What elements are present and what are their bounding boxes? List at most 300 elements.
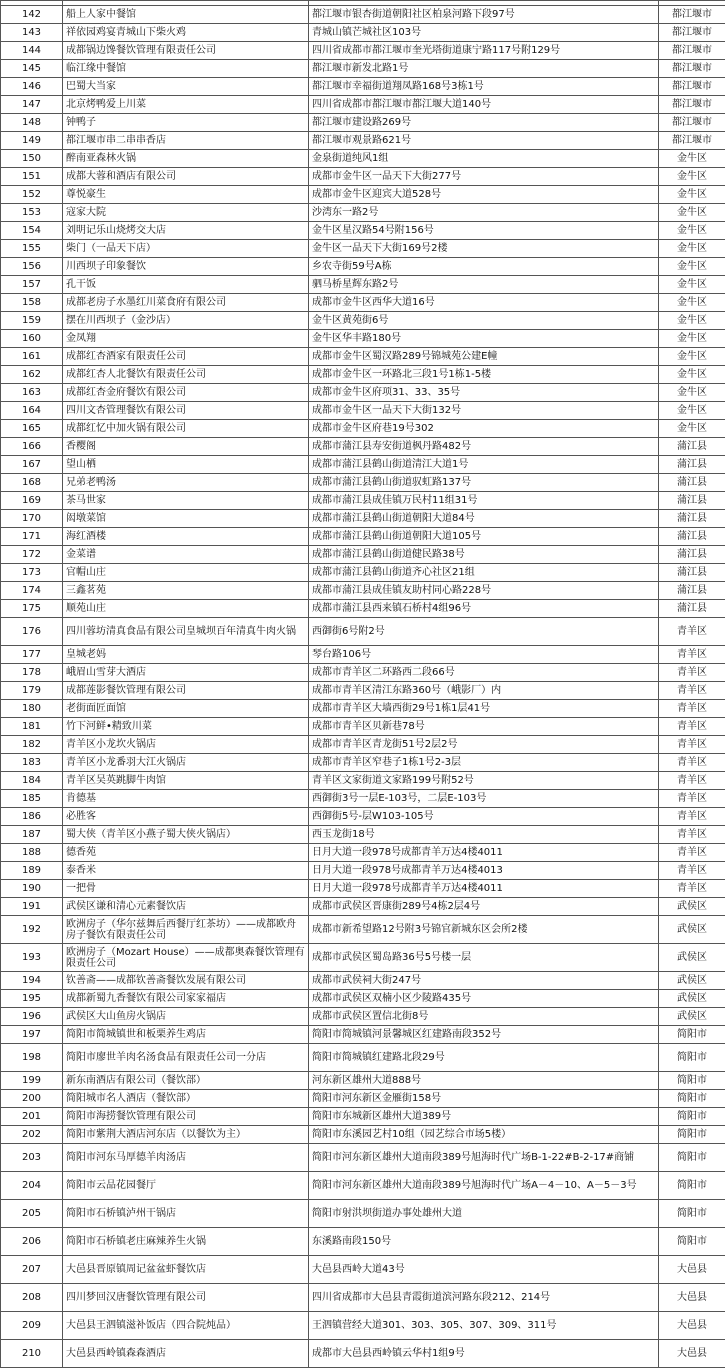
table-row: [1, 42, 725, 60]
restaurant-address: 简阳市简城镇河景馨城区红建路南段352号: [309, 1026, 659, 1044]
table-row: [1, 546, 725, 564]
restaurant-address: 日月大道一段978号成都青羊万达4楼4011: [309, 844, 659, 862]
table-row: [1, 420, 725, 438]
table-row: [1, 1008, 725, 1026]
district-name: 蒲江县: [659, 546, 725, 564]
district-name: 都江堰市: [659, 96, 725, 114]
row-number: 167: [1, 456, 63, 474]
restaurant-address: 成都市蒲江县鹤山街道清江大道1号: [309, 456, 659, 474]
row-number: 205: [1, 1200, 63, 1228]
table-row: [1, 240, 725, 258]
row-number: 192: [1, 916, 63, 944]
restaurant-address: 成都市金牛区蜀汉路289号锦城苑公建E幢: [309, 348, 659, 366]
table-row: [1, 754, 725, 772]
restaurant-name: 必胜客: [63, 808, 309, 826]
restaurant-address: 日月大道一段978号成都青羊万达4楼4013: [309, 862, 659, 880]
table-row: [1, 222, 725, 240]
restaurant-address: 成都市金牛区一品天下大街277号: [309, 168, 659, 186]
restaurant-name: 祥依园鸡宴青城山下柴火鸡: [63, 24, 309, 42]
restaurant-address: 驷马桥星辉东路2号: [309, 276, 659, 294]
row-number: 181: [1, 718, 63, 736]
row-number: 196: [1, 1008, 63, 1026]
table-row: [1, 474, 725, 492]
row-number: 179: [1, 682, 63, 700]
row-number: 168: [1, 474, 63, 492]
table-row: [1, 492, 725, 510]
table-row: [1, 736, 725, 754]
restaurant-name: 船上人家中餐馆: [63, 6, 309, 24]
restaurant-address: 沙湾东一路2号: [309, 204, 659, 222]
district-name: 金牛区: [659, 330, 725, 348]
restaurant-name: 钟鸭子: [63, 114, 309, 132]
restaurant-name: 临江缘中餐馆: [63, 60, 309, 78]
restaurant-name: 新东南酒店有限公司（餐饮部）: [63, 1072, 309, 1090]
restaurant-name: 成都莲影餐饮管理有限公司: [63, 682, 309, 700]
table-row: [1, 258, 725, 276]
table-row: [1, 96, 725, 114]
row-number: 158: [1, 294, 63, 312]
restaurant-name: 成都红杏金府餐饮有限公司: [63, 384, 309, 402]
district-name: 金牛区: [659, 348, 725, 366]
row-number: 191: [1, 898, 63, 916]
district-name: 武侯区: [659, 972, 725, 990]
row-number: 174: [1, 582, 63, 600]
row-number: 183: [1, 754, 63, 772]
table-row: [1, 132, 725, 150]
row-number: 172: [1, 546, 63, 564]
restaurant-name: 望山栖: [63, 456, 309, 474]
district-name: 蒲江县: [659, 456, 725, 474]
row-number: 155: [1, 240, 63, 258]
row-number: 209: [1, 1312, 63, 1340]
district-name: 金牛区: [659, 276, 725, 294]
restaurant-name: 泰香米: [63, 862, 309, 880]
restaurant-name: 简阳市紫荆大酒店河东店（以餐饮为主）: [63, 1126, 309, 1144]
district-name: 大邑县: [659, 1340, 725, 1368]
restaurant-name: 醉南亚森林火锅: [63, 150, 309, 168]
district-name: 金牛区: [659, 186, 725, 204]
restaurant-name: 一把骨: [63, 880, 309, 898]
restaurant-address: 成都市金牛区西华大道16号: [309, 294, 659, 312]
district-name: 简阳市: [659, 1026, 725, 1044]
restaurant-name: 蜀大侠（青羊区小燕子蜀大侠火锅店）: [63, 826, 309, 844]
table-row: [1, 348, 725, 366]
district-name: 武侯区: [659, 944, 725, 972]
restaurant-address: 都江堰市观景路621号: [309, 132, 659, 150]
row-number: 189: [1, 862, 63, 880]
district-name: 青羊区: [659, 618, 725, 646]
district-name: 蒲江县: [659, 600, 725, 618]
table-row: [1, 1312, 725, 1340]
district-name: 金牛区: [659, 204, 725, 222]
restaurant-address: 成都市蒲江县鹤山街道朝阳大道105号: [309, 528, 659, 546]
restaurant-name: 简阳市石桥镇老庄麻辣养生火锅: [63, 1228, 309, 1256]
row-number: 195: [1, 990, 63, 1008]
restaurant-name: 四川蓉坊清真食品有限公司皇城坝百年清真牛肉火锅: [63, 618, 309, 646]
row-number: 203: [1, 1144, 63, 1172]
restaurant-address: 王泗镇营经大道301、303、305、307、309、311号: [309, 1312, 659, 1340]
restaurant-name: 青羊区吴英跳脚牛肉馆: [63, 772, 309, 790]
district-name: 都江堰市: [659, 24, 725, 42]
restaurant-name: 尊悦豪生: [63, 186, 309, 204]
district-name: 金牛区: [659, 420, 725, 438]
restaurant-address: 简阳市东溪园艺村10组（园艺综合市场5楼）: [309, 1126, 659, 1144]
row-number: 188: [1, 844, 63, 862]
table-row: [1, 330, 725, 348]
restaurant-address: 东溪路南段150号: [309, 1228, 659, 1256]
restaurant-name: 简阳市简城镇世和板栗养生鸡店: [63, 1026, 309, 1044]
table-row: [1, 6, 725, 24]
row-number: 201: [1, 1108, 63, 1126]
row-number: 170: [1, 510, 63, 528]
restaurant-name: 成都大蓉和酒店有限公司: [63, 168, 309, 186]
row-number: 166: [1, 438, 63, 456]
table-row: [1, 826, 725, 844]
table-row: [1, 510, 725, 528]
table-row: [1, 78, 725, 96]
restaurant-name: 简阳市河东马厚德羊肉汤店: [63, 1144, 309, 1172]
restaurant-name: 老街面匠面馆: [63, 700, 309, 718]
row-number: 147: [1, 96, 63, 114]
restaurant-name: 简阳市石桥镇泸州干锅店: [63, 1200, 309, 1228]
restaurant-address: 都江堰市银杏街道朝阳社区柏泉河路下段97号: [309, 6, 659, 24]
row-number: 194: [1, 972, 63, 990]
table-row: [1, 790, 725, 808]
restaurant-address: 成都市青羊区窄巷子1栋1号2-3层: [309, 754, 659, 772]
table-row: [1, 972, 725, 990]
row-number: 148: [1, 114, 63, 132]
table-row: [1, 880, 725, 898]
restaurant-name: 柴门（一品天下店）: [63, 240, 309, 258]
table-row: [1, 990, 725, 1008]
row-number: 149: [1, 132, 63, 150]
table-row: [1, 1200, 725, 1228]
restaurant-address: 成都市金牛区府项31、33、35号: [309, 384, 659, 402]
restaurant-name: 简阳市廖世羊肉名汤食品有限责任公司一分店: [63, 1044, 309, 1072]
restaurant-name: 青羊区小龙番羽大江火锅店: [63, 754, 309, 772]
district-name: 金牛区: [659, 294, 725, 312]
restaurant-name: 竹下河鲜•精致川菜: [63, 718, 309, 736]
restaurant-name: 成都红杏人北餐饮有限责任公司: [63, 366, 309, 384]
restaurant-address: 成都市青羊区清江东路360号（峨影厂）内: [309, 682, 659, 700]
district-name: 简阳市: [659, 1200, 725, 1228]
table-row: [1, 276, 725, 294]
restaurant-name: 三鑫茗苑: [63, 582, 309, 600]
district-name: 都江堰市: [659, 132, 725, 150]
restaurant-address: 都江堰市幸福街道翔凤路168号3栋1号: [309, 78, 659, 96]
table-row: [1, 664, 725, 682]
table-row: [1, 1126, 725, 1144]
table-row: [1, 204, 725, 222]
table-row: [1, 844, 725, 862]
restaurant-name: 闳墩菜馆: [63, 510, 309, 528]
table-row: [1, 150, 725, 168]
row-number: 193: [1, 944, 63, 972]
restaurant-name: 大邑县晋原镇周记盆盆虾餐饮店: [63, 1256, 309, 1284]
row-number: 169: [1, 492, 63, 510]
district-name: 简阳市: [659, 1126, 725, 1144]
restaurant-address: 成都市青羊区贝新巷78号: [309, 718, 659, 736]
restaurant-name: 金菜谱: [63, 546, 309, 564]
restaurant-address: 成都市武侯区置信北街8号: [309, 1008, 659, 1026]
district-name: 大邑县: [659, 1256, 725, 1284]
row-number: 173: [1, 564, 63, 582]
row-number: 146: [1, 78, 63, 96]
district-name: 青羊区: [659, 682, 725, 700]
table-row: [1, 402, 725, 420]
table-row: [1, 1108, 725, 1126]
district-name: 蒲江县: [659, 582, 725, 600]
restaurant-address: 成都市青羊区二环路西二段66号: [309, 664, 659, 682]
row-number: 178: [1, 664, 63, 682]
row-number: 161: [1, 348, 63, 366]
table-row: [1, 384, 725, 402]
restaurant-address: 成都市蒲江县鹤山街道齐心社区21组: [309, 564, 659, 582]
district-name: 青羊区: [659, 862, 725, 880]
district-name: 武侯区: [659, 1008, 725, 1026]
district-name: 金牛区: [659, 240, 725, 258]
restaurant-address: 河东新区雄州大道888号: [309, 1072, 659, 1090]
district-name: 青羊区: [659, 772, 725, 790]
restaurant-name: 金凤翔: [63, 330, 309, 348]
district-name: 简阳市: [659, 1144, 725, 1172]
restaurant-name: 峨眉山雪芽大酒店: [63, 664, 309, 682]
restaurant-address: 成都市武侯区晋康街289号4栋2层4号: [309, 898, 659, 916]
table-row: [1, 772, 725, 790]
table-row: [1, 808, 725, 826]
restaurant-name: 青羊区小龙坎火锅店: [63, 736, 309, 754]
table-row: [1, 456, 725, 474]
restaurant-name: 肯德基: [63, 790, 309, 808]
restaurant-address: 成都市蒲江县鹤山街道驭虹路137号: [309, 474, 659, 492]
row-number: 157: [1, 276, 63, 294]
row-number: 145: [1, 60, 63, 78]
table-row: [1, 1256, 725, 1284]
district-name: 青羊区: [659, 754, 725, 772]
district-name: 都江堰市: [659, 114, 725, 132]
district-name: 都江堰市: [659, 60, 725, 78]
district-name: 都江堰市: [659, 78, 725, 96]
table-row: [1, 366, 725, 384]
table-row: [1, 944, 725, 972]
district-name: 金牛区: [659, 312, 725, 330]
district-name: 蒲江县: [659, 474, 725, 492]
restaurant-address: 青城山镇芒城社区103号: [309, 24, 659, 42]
district-name: 蒲江县: [659, 492, 725, 510]
restaurant-name: 成都锅边馋餐饮管理有限责任公司: [63, 42, 309, 60]
restaurant-name: 官帽山庄: [63, 564, 309, 582]
row-number: 159: [1, 312, 63, 330]
table-row: [1, 618, 725, 646]
row-number: 208: [1, 1284, 63, 1312]
row-number: 177: [1, 646, 63, 664]
row-number: 164: [1, 402, 63, 420]
table-row: [1, 1072, 725, 1090]
district-name: 蒲江县: [659, 510, 725, 528]
restaurant-address: 成都市新希望路12号附3号锦官新城东区会所2楼: [309, 916, 659, 944]
restaurant-name: 钦善斋——成都钦善斋餐饮发展有限公司: [63, 972, 309, 990]
restaurant-address: 成都市蒲江县鹤山街道朝阳大道84号: [309, 510, 659, 528]
row-number: 206: [1, 1228, 63, 1256]
table-row: [1, 1284, 725, 1312]
row-number: 200: [1, 1090, 63, 1108]
district-name: 青羊区: [659, 880, 725, 898]
restaurant-name: 摆在川西坝子（金沙店）: [63, 312, 309, 330]
restaurant-name: 简阳城市名人酒店（餐饮部）: [63, 1090, 309, 1108]
restaurant-address: 成都市青羊区青龙街51号2层2号: [309, 736, 659, 754]
table-row: [1, 1144, 725, 1172]
restaurant-address: 成都市金牛区府巷19号302: [309, 420, 659, 438]
restaurant-address: 四川省成都市都江堰市都江堰大道140号: [309, 96, 659, 114]
table-row: [1, 438, 725, 456]
district-name: 都江堰市: [659, 6, 725, 24]
table-row: [1, 862, 725, 880]
row-number: 202: [1, 1126, 63, 1144]
restaurant-address: 金泉街道纯风1组: [309, 150, 659, 168]
table-row: [1, 294, 725, 312]
restaurant-name: 四川文杏管理餐饮有限公司: [63, 402, 309, 420]
restaurant-name: 川西坝子印象餐饮: [63, 258, 309, 276]
row-number: 142: [1, 6, 63, 24]
restaurant-name: 成都红杏酒家有限责任公司: [63, 348, 309, 366]
restaurant-address: 金牛区华丰路180号: [309, 330, 659, 348]
district-name: 简阳市: [659, 1072, 725, 1090]
restaurant-address: 成都市蒲江县成佳镇万民村11组31号: [309, 492, 659, 510]
restaurant-name: 武侯区大山鱼房火锅店: [63, 1008, 309, 1026]
row-number: 182: [1, 736, 63, 754]
restaurant-address: 西御街3号一层E-103号，二层E-103号: [309, 790, 659, 808]
row-number: 143: [1, 24, 63, 42]
district-name: 金牛区: [659, 366, 725, 384]
table-row: [1, 1090, 725, 1108]
restaurant-name: 大邑县西岭镇森森酒店: [63, 1340, 309, 1368]
table-row: [1, 1172, 725, 1200]
restaurant-address: 乡农寺街59号A栋: [309, 258, 659, 276]
restaurant-name: 寇家大院: [63, 204, 309, 222]
table-row: [1, 1228, 725, 1256]
table-body: [1, 1, 725, 1368]
restaurant-address: 大邑县西岭大道43号: [309, 1256, 659, 1284]
row-number: 144: [1, 42, 63, 60]
district-name: 蒲江县: [659, 564, 725, 582]
table-row: [1, 114, 725, 132]
restaurant-address: 简阳市简城镇红建路北段29号: [309, 1044, 659, 1072]
district-name: 青羊区: [659, 790, 725, 808]
district-name: 简阳市: [659, 1172, 725, 1200]
restaurant-address: 琴台路106号: [309, 646, 659, 664]
table-row: [1, 1026, 725, 1044]
restaurant-address: 成都市蒲江县成佳镇友助村同心路228号: [309, 582, 659, 600]
table-row: [1, 312, 725, 330]
table-row: [1, 646, 725, 664]
table-row: [1, 916, 725, 944]
restaurant-address: 成都市蒲江县西来镇石桥村4组96号: [309, 600, 659, 618]
district-name: 青羊区: [659, 700, 725, 718]
table-row: [1, 528, 725, 546]
restaurant-address: 成都市大邑县西岭镇云华村1组9号: [309, 1340, 659, 1368]
restaurant-name: 德香苑: [63, 844, 309, 862]
table-row: [1, 700, 725, 718]
restaurant-address: 简阳市东城新区雄州大道389号: [309, 1108, 659, 1126]
row-number: 175: [1, 600, 63, 618]
row-number: 187: [1, 826, 63, 844]
restaurant-address: 简阳市河东新区雄州大道南段389号旭海时代广场A－4－10、A－5－3号: [309, 1172, 659, 1200]
restaurant-name: 欧洲房子（Mozart House）——成都奥森餐饮管理有限责任公司: [63, 944, 309, 972]
table-row: [1, 168, 725, 186]
restaurant-name: 巴蜀大当家: [63, 78, 309, 96]
district-name: 青羊区: [659, 646, 725, 664]
restaurant-address: 四川省成都市都江堰市奎光塔街道康宁路117号附129号: [309, 42, 659, 60]
restaurant-name: 成都红忆中加火锅有限公司: [63, 420, 309, 438]
restaurant-name: 四川梦回汉唐餐饮管理有限公司: [63, 1284, 309, 1312]
row-number: 160: [1, 330, 63, 348]
restaurant-address: 青羊区文家街道文家路199号附52号: [309, 772, 659, 790]
row-number: 190: [1, 880, 63, 898]
district-name: 简阳市: [659, 1108, 725, 1126]
restaurant-address: 成都市蒲江县鹤山街道健民路38号: [309, 546, 659, 564]
table-row: [1, 186, 725, 204]
row-number: 210: [1, 1340, 63, 1368]
row-number: 154: [1, 222, 63, 240]
restaurant-address: 简阳市河东新区雄州大道南段389号旭海时代广场B-1-22#B-2-17#商铺: [309, 1144, 659, 1172]
restaurant-name: 兄弟老鸭汤: [63, 474, 309, 492]
district-name: 金牛区: [659, 222, 725, 240]
district-name: 青羊区: [659, 664, 725, 682]
district-name: 青羊区: [659, 826, 725, 844]
restaurant-name: 茶马世家: [63, 492, 309, 510]
row-number: 185: [1, 790, 63, 808]
row-number: 156: [1, 258, 63, 276]
restaurant-name: 武侯区谦和清心元素餐饮店: [63, 898, 309, 916]
restaurant-address: 日月大道一段978号成都青羊万达4楼4011: [309, 880, 659, 898]
restaurant-address: 成都市青羊区大墙西街29号1栋1层41号: [309, 700, 659, 718]
district-name: 武侯区: [659, 898, 725, 916]
district-name: 青羊区: [659, 718, 725, 736]
restaurant-address: 简阳市河东新区金雁街158号: [309, 1090, 659, 1108]
restaurant-name: 成都新蜀九香餐饮有限公司家家福店: [63, 990, 309, 1008]
table-row: [1, 1044, 725, 1072]
district-name: 简阳市: [659, 1044, 725, 1072]
restaurant-address: 成都市武侯区蜀岛路36号5号楼一层: [309, 944, 659, 972]
restaurant-address: 成都市蒲江县寿安街道枫丹路482号: [309, 438, 659, 456]
restaurant-name: 成都老房子水墨红川菜食府有限公司: [63, 294, 309, 312]
restaurant-name: 海红酒楼: [63, 528, 309, 546]
restaurant-name: 简阳市海捞餐饮管理有限公司: [63, 1108, 309, 1126]
district-name: 金牛区: [659, 402, 725, 420]
restaurant-name: 大邑县王泗镇滋补饭店（四合院炖品）: [63, 1312, 309, 1340]
restaurant-name: 都江堰市串二串串香店: [63, 132, 309, 150]
table-row: [1, 600, 725, 618]
row-number: 165: [1, 420, 63, 438]
table-row: [1, 24, 725, 42]
district-name: 蒲江县: [659, 438, 725, 456]
restaurant-address: 金牛区黄苑街6号: [309, 312, 659, 330]
restaurant-address: 简阳市射洪坝街道办事处雄州大道: [309, 1200, 659, 1228]
table-row: [1, 1340, 725, 1368]
table-row: [1, 582, 725, 600]
restaurant-name: 香樱阁: [63, 438, 309, 456]
row-number: 180: [1, 700, 63, 718]
row-number: 207: [1, 1256, 63, 1284]
row-number: 184: [1, 772, 63, 790]
district-name: 金牛区: [659, 258, 725, 276]
restaurant-name: 简阳市云品花园餐厅: [63, 1172, 309, 1200]
row-number: 153: [1, 204, 63, 222]
restaurant-address: 四川省成都市大邑县青霞街道滨河路东段212、214号: [309, 1284, 659, 1312]
restaurant-name: 孔干饭: [63, 276, 309, 294]
table-row: [1, 60, 725, 78]
district-name: 金牛区: [659, 150, 725, 168]
